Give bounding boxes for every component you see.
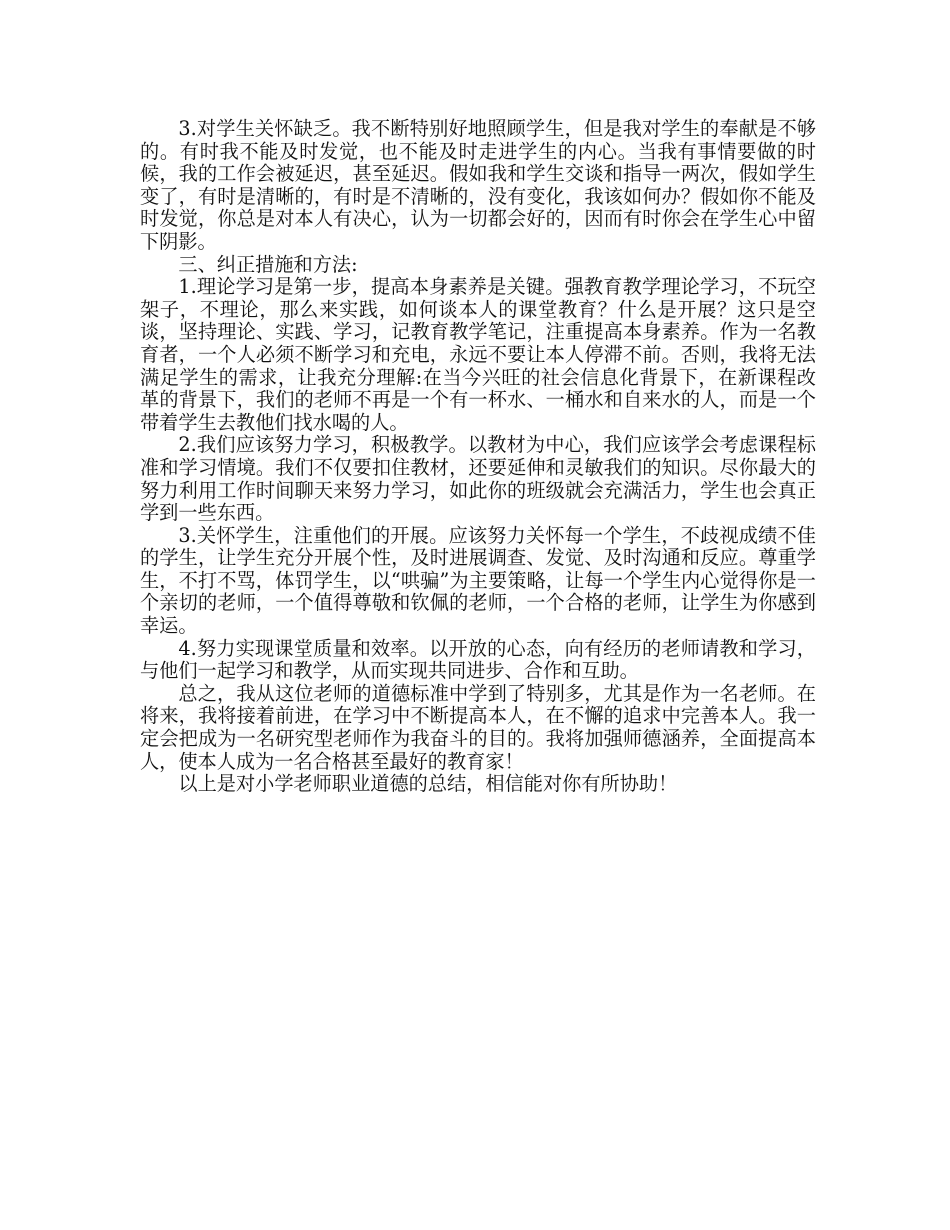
paragraph-student-care-shortcoming: 3.对学生关怀缺乏。我不断特别好地照顾学生，但是我对学生的奉献是不够的。有时我不能及时发觉，也不能及时走进学生的内心。当我有事情要做的时候，我的工作会被延迟，甚至延迟。假如我和学生交谈和指导一两次，假如学生变了，有时是清晰的，有时是不清晰的，没有变化，我该如何办？假如你不能及时发觉，你总是对本人有决心，认为一切都会好的，因而有时你会在学生心中留下阴影。 bbox=[140, 117, 816, 253]
paragraph-theory-study: 1.理论学习是第一步，提高本身素养是关键。强教育教学理论学习，不玩空架子，不理论，那么来实践，如何谈本人的课堂教育？什么是开展？这只是空谈，坚持理论、实践、学习，记教育教学笔记，注重提高本身素养。作为一名教育者，一个人必须不断学习和充电，永远不要让本人停滞不前。否则，我将无法满足学生的需求，让我充分理解:在当今兴旺的社会信息化背景下，在新课程改革的背景下，我们的老师不再是一个有一杯水、一桶水和自来水的人，而是一个带着学生去教他们找水喝的人。 bbox=[140, 275, 816, 434]
document-body bbox=[140, 118, 816, 796]
paragraph-conclusion: 总之，我从这位老师的道德标准中学到了特别多，尤其是作为一名老师。在将来，我将接着前进，在学习中不断提高本人，在不懈的追求中完善本人。我一定会把成为一名研究型老师作为我奋斗的目的。我将加强师德涵养，全面提高本人，使本人成为一名合格甚至最好的教育家！ bbox=[140, 681, 816, 773]
paragraph-active-teaching: 2.我们应该努力学习，积极教学。以教材为中心，我们应该学会考虑课程标准和学习情境。我们不仅要扣住教材，还要延伸和灵敏我们的知识。尽你最大的努力利用工作时间聊天来努力学习，如此你的班级就会充满活力，学生也会真正学到一些东西。 bbox=[140, 433, 816, 525]
paragraph-classroom-quality: 4.努力实现课堂质量和效率。以开放的心态，向有经历的老师请教和学习，与他们一起学习和教学，从而实现共同进步、合作和互助。 bbox=[140, 636, 816, 683]
paragraph-closing-remark: 以上是对小学老师职业道德的总结，相信能对你有所协助！ bbox=[178, 772, 678, 796]
paragraph-care-for-students: 3.关怀学生，注重他们的开展。应该努力关怀每一个学生，不歧视成绩不佳的学生，让学生充分开展个性，及时进展调查、发觉、及时沟通和反应。尊重学生，不打不骂，体罚学生，以“哄骗”为主要策略，让每一个学生内心觉得你是一个亲切的老师，一个值得尊敬和钦佩的老师，一个合格的老师，让学生为你感到幸运。 bbox=[140, 523, 816, 638]
section-heading-corrective-measures: 三、纠正措施和方法: bbox=[178, 252, 358, 276]
